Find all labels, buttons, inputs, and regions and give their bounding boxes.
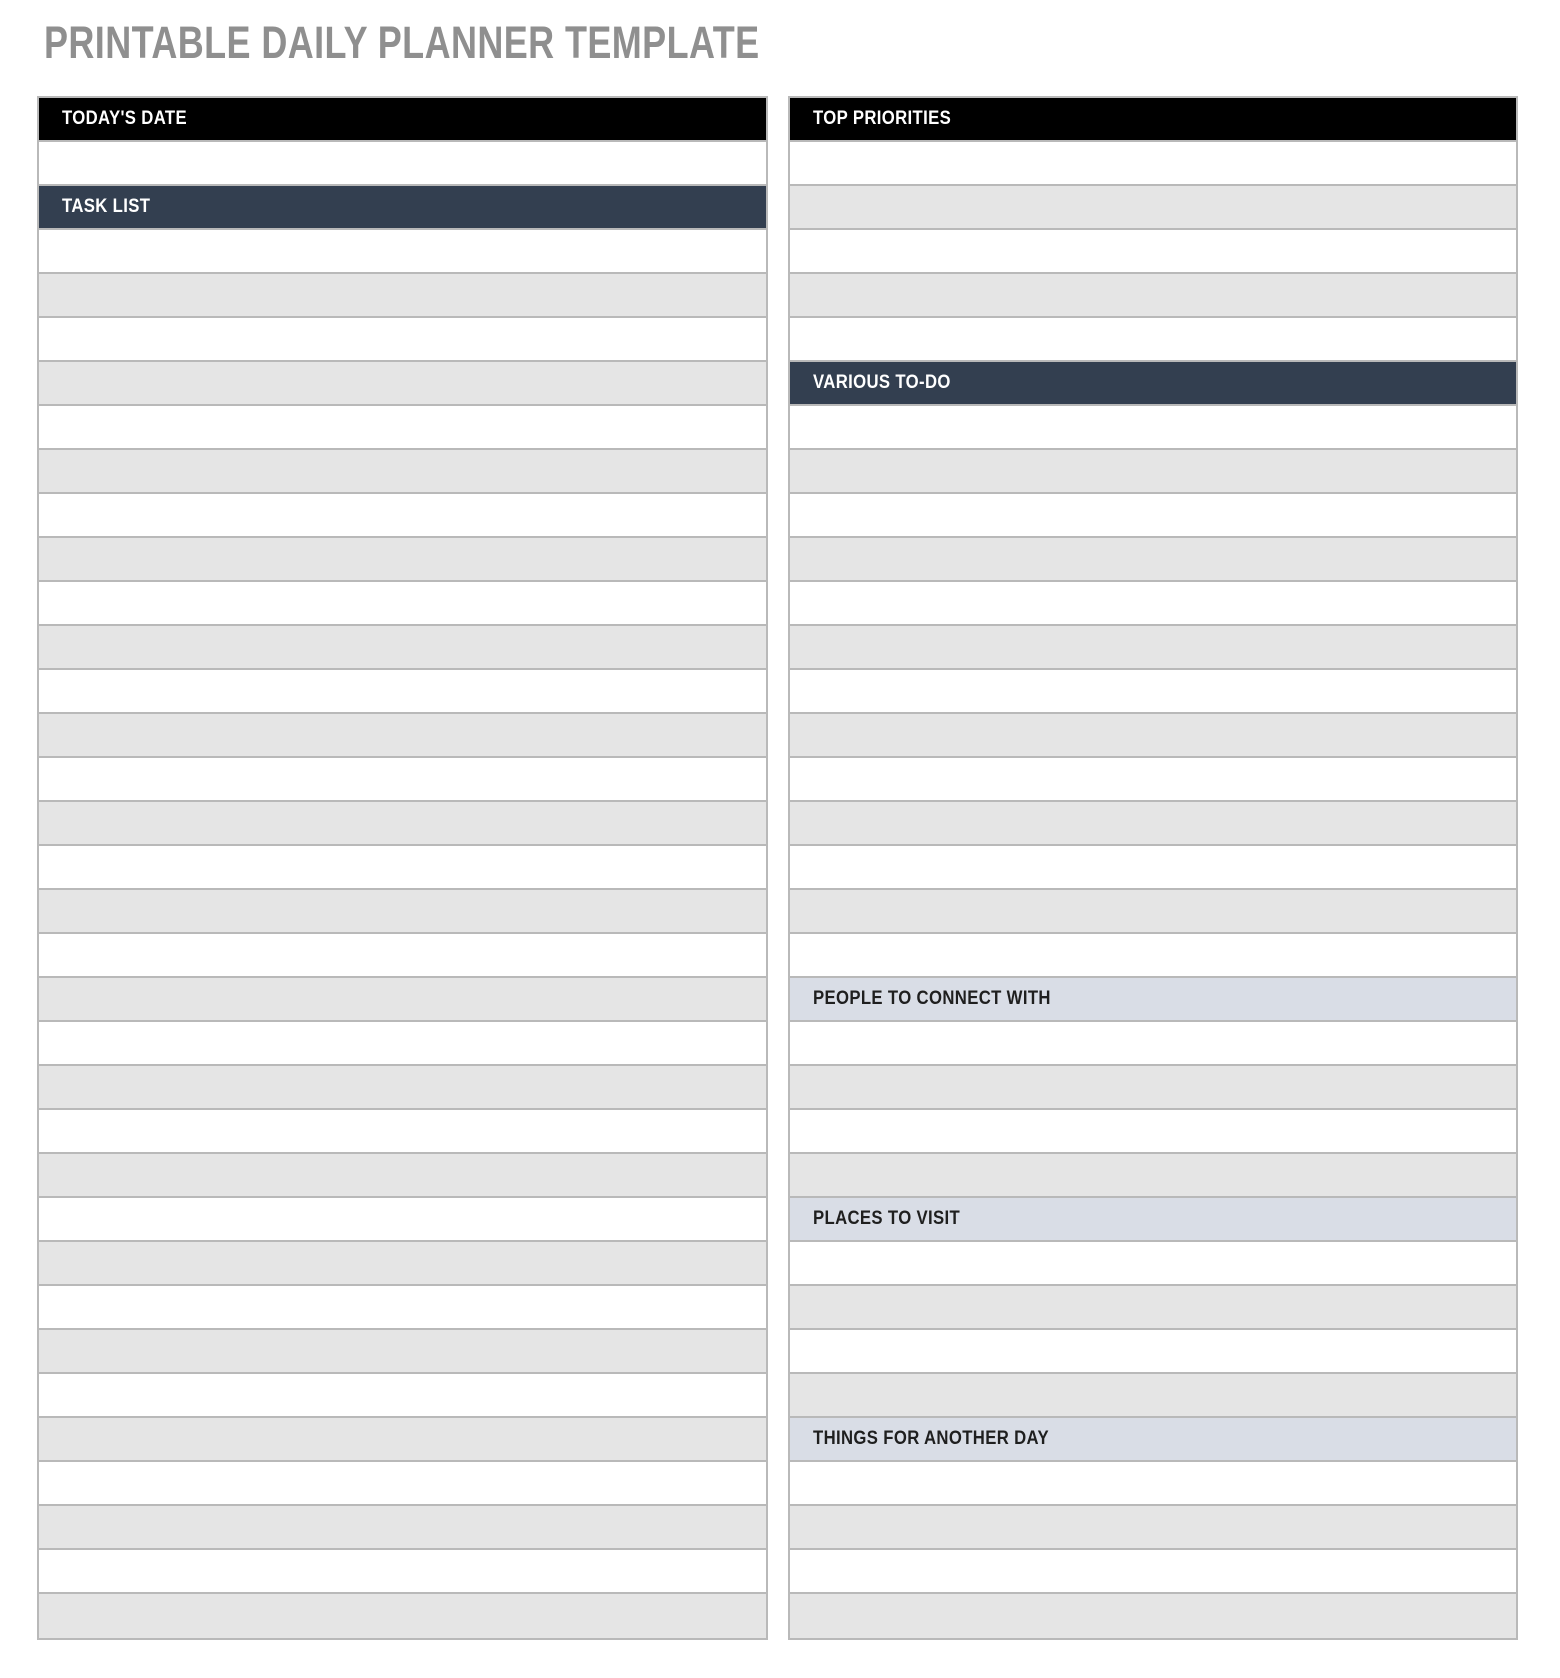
task-list-row-26[interactable] [39,1330,766,1374]
various-to-do-row-1[interactable] [790,406,1516,450]
task-list-row-31[interactable] [39,1550,766,1594]
places-to-visit-row-2[interactable] [790,1286,1516,1330]
task-list-row-28[interactable] [39,1418,766,1462]
section-header-things-for-another-day [790,1418,1516,1462]
task-list-row-2[interactable] [39,274,766,318]
various-to-do-row-9[interactable] [790,758,1516,802]
task-list-row-21[interactable] [39,1110,766,1154]
various-to-do-row-4[interactable] [790,538,1516,582]
various-to-do-row-5[interactable] [790,582,1516,626]
task-list-row-23[interactable] [39,1198,766,1242]
task-list-row-19[interactable] [39,1022,766,1066]
section-header-various-to-do [790,362,1516,406]
section-header-todays-date [39,98,766,142]
task-list-row-7[interactable] [39,494,766,538]
task-list-row-30[interactable] [39,1506,766,1550]
task-list-row-17[interactable] [39,934,766,978]
todays-date-row-1[interactable] [39,142,766,186]
various-to-do-row-3[interactable] [790,494,1516,538]
people-to-connect-with-row-2[interactable] [790,1066,1516,1110]
task-list-row-25[interactable] [39,1286,766,1330]
task-list-row-32[interactable] [39,1594,766,1638]
task-list-row-22[interactable] [39,1154,766,1198]
task-list-row-9[interactable] [39,582,766,626]
people-to-connect-with-row-4[interactable] [790,1154,1516,1198]
task-list-row-5[interactable] [39,406,766,450]
section-header-label-things-for-another-day: THINGS FOR ANOTHER DAY [813,1428,1049,1449]
task-list-row-15[interactable] [39,846,766,890]
task-list-row-12[interactable] [39,714,766,758]
section-header-label-top-priorities: TOP PRIORITIES [813,108,952,129]
task-list-row-10[interactable] [39,626,766,670]
top-priorities-row-1[interactable] [790,142,1516,186]
task-list-row-20[interactable] [39,1066,766,1110]
various-to-do-row-6[interactable] [790,626,1516,670]
various-to-do-row-7[interactable] [790,670,1516,714]
people-to-connect-with-row-1[interactable] [790,1022,1516,1066]
section-header-label-people-to-connect-with: PEOPLE TO CONNECT WITH [813,988,1051,1009]
various-to-do-row-8[interactable] [790,714,1516,758]
section-header-places-to-visit [790,1198,1516,1242]
right-column [788,96,1518,1640]
things-for-another-day-row-3[interactable] [790,1550,1516,1594]
top-priorities-row-2[interactable] [790,186,1516,230]
task-list-row-11[interactable] [39,670,766,714]
various-to-do-row-13[interactable] [790,934,1516,978]
people-to-connect-with-row-3[interactable] [790,1110,1516,1154]
places-to-visit-row-3[interactable] [790,1330,1516,1374]
left-column [37,96,768,1640]
things-for-another-day-row-4[interactable] [790,1594,1516,1638]
task-list-row-27[interactable] [39,1374,766,1418]
task-list-row-1[interactable] [39,230,766,274]
task-list-row-29[interactable] [39,1462,766,1506]
task-list-row-14[interactable] [39,802,766,846]
planner-columns [37,96,1518,1640]
task-list-row-8[interactable] [39,538,766,582]
various-to-do-row-12[interactable] [790,890,1516,934]
section-header-people-to-connect-with [790,978,1516,1022]
task-list-row-3[interactable] [39,318,766,362]
things-for-another-day-row-1[interactable] [790,1462,1516,1506]
task-list-row-16[interactable] [39,890,766,934]
page-title-text: PRINTABLE DAILY PLANNER TEMPLATE [44,17,760,68]
task-list-row-6[interactable] [39,450,766,494]
places-to-visit-row-1[interactable] [790,1242,1516,1286]
places-to-visit-row-4[interactable] [790,1374,1516,1418]
task-list-row-13[interactable] [39,758,766,802]
top-priorities-row-4[interactable] [790,274,1516,318]
various-to-do-row-11[interactable] [790,846,1516,890]
things-for-another-day-row-2[interactable] [790,1506,1516,1550]
task-list-row-4[interactable] [39,362,766,406]
task-list-row-18[interactable] [39,978,766,1022]
various-to-do-row-2[interactable] [790,450,1516,494]
page-title [44,17,938,68]
task-list-row-24[interactable] [39,1242,766,1286]
section-header-task-list [39,186,766,230]
section-header-label-places-to-visit: PLACES TO VISIT [813,1208,961,1229]
section-header-label-various-to-do: VARIOUS TO-DO [813,372,951,393]
top-priorities-row-5[interactable] [790,318,1516,362]
section-header-label-task-list: TASK LIST [62,196,151,217]
section-header-top-priorities [790,98,1516,142]
top-priorities-row-3[interactable] [790,230,1516,274]
various-to-do-row-10[interactable] [790,802,1516,846]
section-header-label-todays-date: TODAY'S DATE [62,108,187,129]
